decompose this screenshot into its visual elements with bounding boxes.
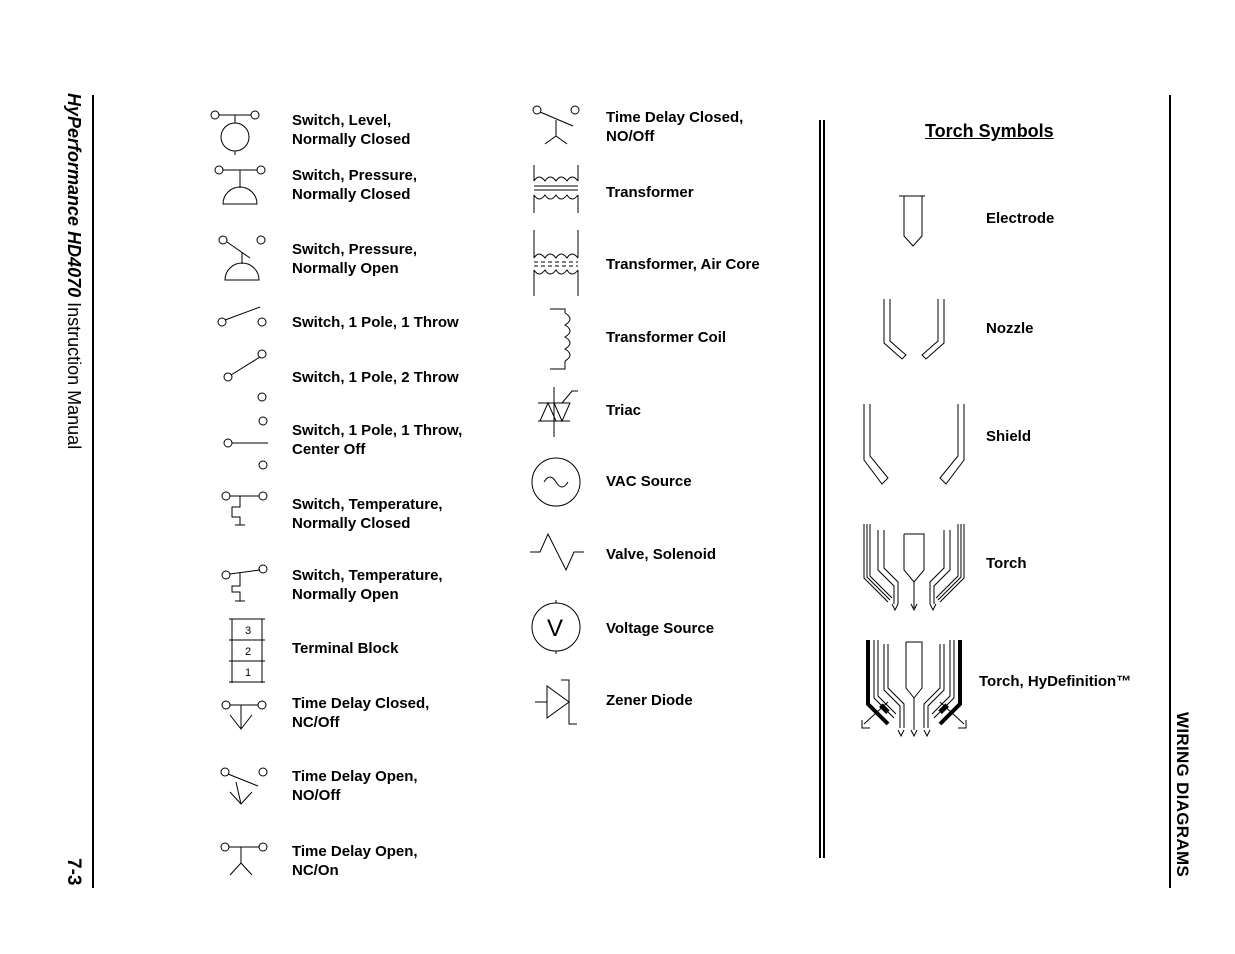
solenoid-valve-icon	[528, 530, 588, 575]
label-shield: Shield	[986, 428, 1032, 445]
label-zener-diode: Zener Diode	[606, 692, 693, 709]
electrode-icon	[895, 190, 935, 250]
label-electrode: Electrode	[986, 210, 1055, 227]
air-core-transformer-icon	[528, 228, 583, 298]
column-divider-rule-b	[823, 120, 825, 858]
label-triac: Triac	[606, 402, 642, 419]
page-number: 7-3	[63, 858, 84, 886]
section-title: WIRING DIAGRAMS	[1173, 712, 1192, 878]
label-air-core-transformer: Transformer, Air Core	[606, 256, 760, 273]
voltage-symbol: V	[547, 615, 564, 642]
label-level-switch: Switch, Level, Normally Closed	[292, 112, 411, 148]
time-delay-closed-no-icon	[525, 100, 590, 150]
label-spdt-switch: Switch, 1 Pole, 2 Throw	[292, 369, 459, 386]
label-transformer-coil: Transformer Coil	[606, 329, 727, 346]
time-delay-closed-nc-icon	[210, 693, 275, 738]
transformer-icon	[528, 163, 583, 215]
label-voltage-source: Voltage Source	[606, 620, 715, 637]
label-solenoid-valve: Valve, Solenoid	[606, 546, 717, 563]
temp-switch-nc-icon	[210, 485, 275, 535]
zener-diode-icon	[533, 675, 583, 730]
time-delay-open-no-icon	[210, 760, 275, 810]
manual-brand: HyPerformance HD4070	[64, 93, 84, 298]
shield-icon	[858, 400, 970, 488]
pressure-switch-nc-icon	[205, 160, 275, 210]
terminal-number-3: 3	[245, 625, 252, 637]
label-terminal-block: Terminal Block	[292, 640, 399, 657]
left-margin-rule	[92, 95, 94, 888]
transformer-coil-icon	[545, 305, 585, 375]
label-torch: Torch	[986, 555, 1027, 572]
label-vac-source: VAC Source	[606, 473, 692, 490]
terminal-number-2: 2	[245, 646, 252, 658]
voltage-source-icon	[528, 600, 583, 655]
spdt-switch-icon	[210, 343, 275, 408]
label-torch-hydefinition: Torch, HyDefinition™	[979, 673, 1132, 690]
torch-symbols-title: Torch Symbols	[925, 121, 1054, 141]
torch-hydefinition-icon	[858, 638, 970, 743]
label-nozzle: Nozzle	[986, 320, 1034, 337]
terminal-block-icon	[225, 615, 270, 687]
terminal-number-1: 1	[245, 667, 252, 679]
vac-source-icon	[528, 455, 583, 510]
label-time-delay-closed-nc: Time Delay Closed, NC/Off	[292, 695, 430, 731]
column-divider-rule-a	[819, 120, 821, 858]
label-pressure-switch-nc: Switch, Pressure, Normally Closed	[292, 167, 418, 203]
spst-switch-icon	[210, 300, 275, 335]
manual-subtitle: Instruction Manual	[64, 297, 84, 450]
label-temp-switch-nc: Switch, Temperature, Normally Closed	[292, 496, 443, 532]
label-temp-switch-no: Switch, Temperature, Normally Open	[292, 567, 443, 603]
label-time-delay-open-nc: Time Delay Open, NC/On	[292, 843, 418, 879]
level-switch-icon	[205, 105, 275, 160]
manual-title	[63, 93, 84, 449]
label-center-off-switch: Switch, 1 Pole, 1 Throw, Center Off	[292, 422, 463, 458]
torch-icon	[858, 520, 970, 615]
label-time-delay-closed-no: Time Delay Closed, NO/Off	[606, 109, 744, 145]
label-pressure-switch-no: Switch, Pressure, Normally Open	[292, 241, 418, 277]
label-transformer: Transformer	[606, 184, 694, 201]
center-off-switch-icon	[210, 410, 275, 475]
time-delay-open-nc-icon	[210, 835, 275, 885]
right-margin-rule	[1169, 95, 1171, 888]
nozzle-icon	[878, 295, 950, 365]
label-time-delay-open-no: Time Delay Open, NO/Off	[292, 768, 418, 804]
temp-switch-no-icon	[210, 558, 275, 608]
triac-icon	[528, 385, 583, 440]
label-spst-switch: Switch, 1 Pole, 1 Throw	[292, 314, 459, 331]
pressure-switch-no-icon	[205, 230, 275, 285]
